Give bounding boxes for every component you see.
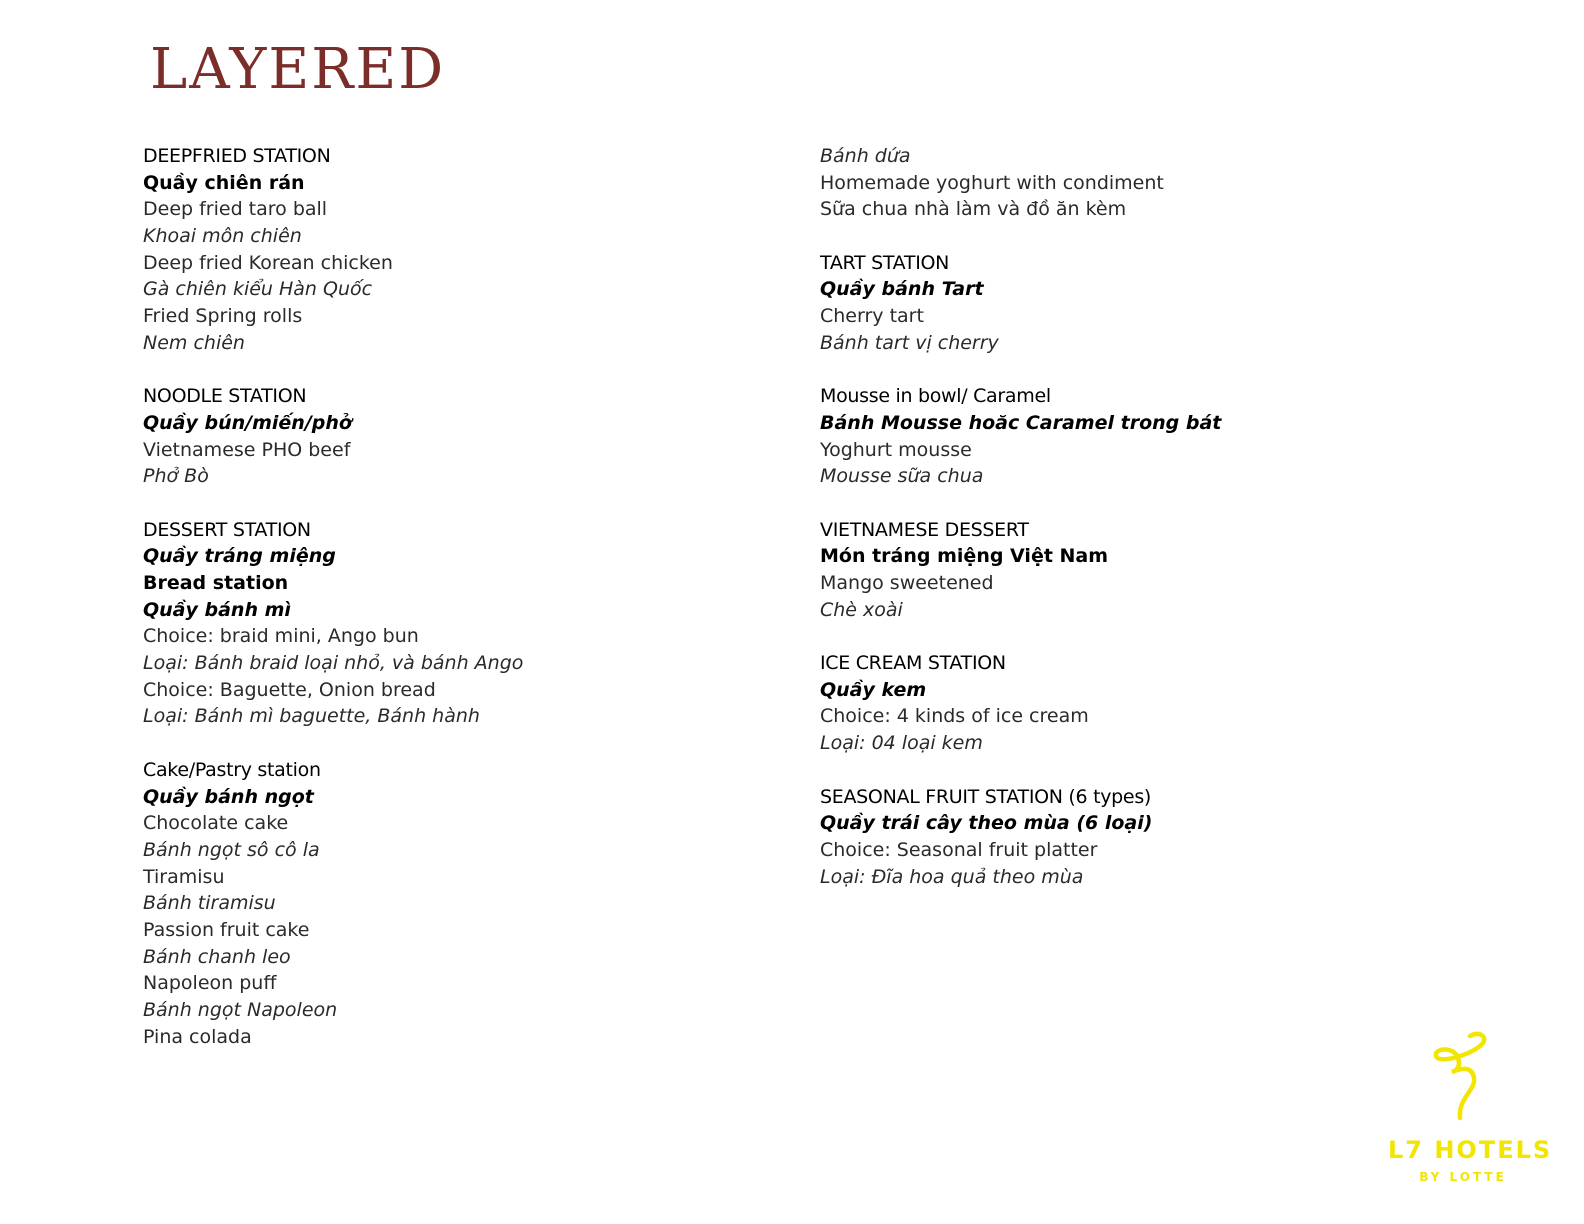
section-spacer bbox=[143, 490, 783, 517]
menu-item-translation: Mousse sữa chua bbox=[820, 465, 984, 488]
section-subheading: Quầy bánh Tart bbox=[820, 278, 984, 301]
section-heading: VIETNAMESE DESSERT bbox=[820, 518, 1029, 541]
brand-title: LAYERED bbox=[150, 37, 446, 102]
section-spacer bbox=[143, 357, 783, 384]
menu-item: Cherry tart bbox=[820, 305, 924, 328]
menu-item: Choice: Seasonal fruit platter bbox=[820, 838, 1098, 861]
menu-item-translation: Bánh ngọt sô cô la bbox=[143, 838, 320, 861]
menu-item-translation: Bánh dứa bbox=[820, 145, 911, 167]
menu-item-translation: Loại: Bánh braid loại nhỏ, và bánh Ango bbox=[143, 652, 524, 675]
section-heading: DEEPFRIED STATION bbox=[143, 145, 331, 167]
menu-item: Homemade yoghurt with condiment bbox=[820, 171, 1164, 194]
menu-item: Deep fried taro ball bbox=[143, 198, 328, 221]
menu-item: Chocolate cake bbox=[143, 812, 289, 835]
logo-wordmark: L7 HOTELS bbox=[1388, 1136, 1553, 1164]
menu-item-translation: Nem chiên bbox=[143, 331, 245, 354]
menu-column-right bbox=[820, 143, 1460, 890]
section-subheading: Bánh Mousse hoăc Caramel trong bát bbox=[820, 411, 1222, 434]
section-heading: TART STATION bbox=[820, 251, 950, 274]
section-heading: NOODLE STATION bbox=[143, 385, 307, 408]
section-spacer bbox=[820, 223, 1460, 250]
menu-item: Choice: Baguette, Onion bread bbox=[143, 678, 436, 701]
menu-item: Passion fruit cake bbox=[143, 918, 310, 941]
menu-item: Mango sweetened bbox=[820, 572, 994, 594]
section-spacer bbox=[820, 357, 1460, 384]
menu-item-translation: Bánh tiramisu bbox=[143, 892, 276, 915]
menu-item: Napoleon puff bbox=[143, 972, 277, 995]
section-heading: DESSERT STATION bbox=[143, 518, 311, 541]
menu-item: Fried Spring rolls bbox=[143, 305, 303, 328]
hotel-logo bbox=[1388, 1028, 1553, 1188]
section-heading: Cake/Pastry station bbox=[143, 758, 321, 781]
menu-item-translation: Loại: Đĩa hoa quả theo mùa bbox=[820, 865, 1084, 888]
section-heading: SEASONAL FRUIT STATION (6 types) bbox=[820, 785, 1152, 808]
menu-item-translation: Chè xoài bbox=[820, 598, 903, 621]
menu-item: Vietnamese PHO beef bbox=[143, 438, 351, 461]
menu-item: Tiramisu bbox=[143, 865, 225, 888]
section-subheading: Quầy bánh mì bbox=[143, 598, 291, 621]
menu-item: Pina colada bbox=[143, 1025, 252, 1048]
menu-item: Deep fried Korean chicken bbox=[143, 251, 393, 274]
l7-monogram-icon bbox=[1428, 1028, 1498, 1128]
menu-item-translation: Bánh tart vị cherry bbox=[820, 331, 999, 354]
menu-item-translation: Gà chiên kiểu Hàn Quốc bbox=[143, 278, 373, 301]
menu-item-translation: Loại: Bánh mì baguette, Bánh hành bbox=[143, 705, 480, 728]
menu-item: Choice: braid mini, Ango bun bbox=[143, 625, 419, 648]
menu-item: Sữa chua nhà làm và đồ ăn kèm bbox=[820, 198, 1127, 221]
section-subheading: Quầy kem bbox=[820, 678, 927, 701]
menu-item-translation: Loại: 04 loại kem bbox=[820, 732, 983, 755]
menu-item-translation: Bánh ngọt Napoleon bbox=[143, 999, 338, 1021]
logo-tagline: BY LOTTE bbox=[1419, 1170, 1507, 1184]
menu-item: Yoghurt mousse bbox=[820, 438, 972, 461]
section-subheading: Quầy tráng miệng bbox=[143, 545, 336, 568]
section-spacer bbox=[820, 623, 1460, 650]
menu-item: Choice: 4 kinds of ice cream bbox=[820, 705, 1089, 728]
menu-column-left bbox=[143, 143, 783, 1050]
section-heading: ICE CREAM STATION bbox=[820, 652, 1006, 675]
section-spacer bbox=[143, 730, 783, 757]
section-subheading: Quầy bún/miến/phở bbox=[143, 411, 352, 434]
section-subheading: Quầy trái cây theo mùa (6 loại) bbox=[820, 812, 1153, 835]
section-subheading: Món tráng miệng Việt Nam bbox=[820, 545, 1109, 568]
section-spacer bbox=[820, 490, 1460, 517]
section-subheading: Quầy chiên rán bbox=[143, 171, 305, 194]
menu-item-translation: Phở Bò bbox=[143, 465, 209, 488]
menu-item-translation: Khoai môn chiên bbox=[143, 225, 302, 248]
section-spacer bbox=[820, 757, 1460, 784]
menu-item-translation: Bánh chanh leo bbox=[143, 945, 291, 968]
section-heading: Mousse in bowl/ Caramel bbox=[820, 385, 1051, 408]
section-subheading: Bread station bbox=[143, 572, 289, 594]
section-subheading: Quầy bánh ngọt bbox=[143, 785, 314, 808]
